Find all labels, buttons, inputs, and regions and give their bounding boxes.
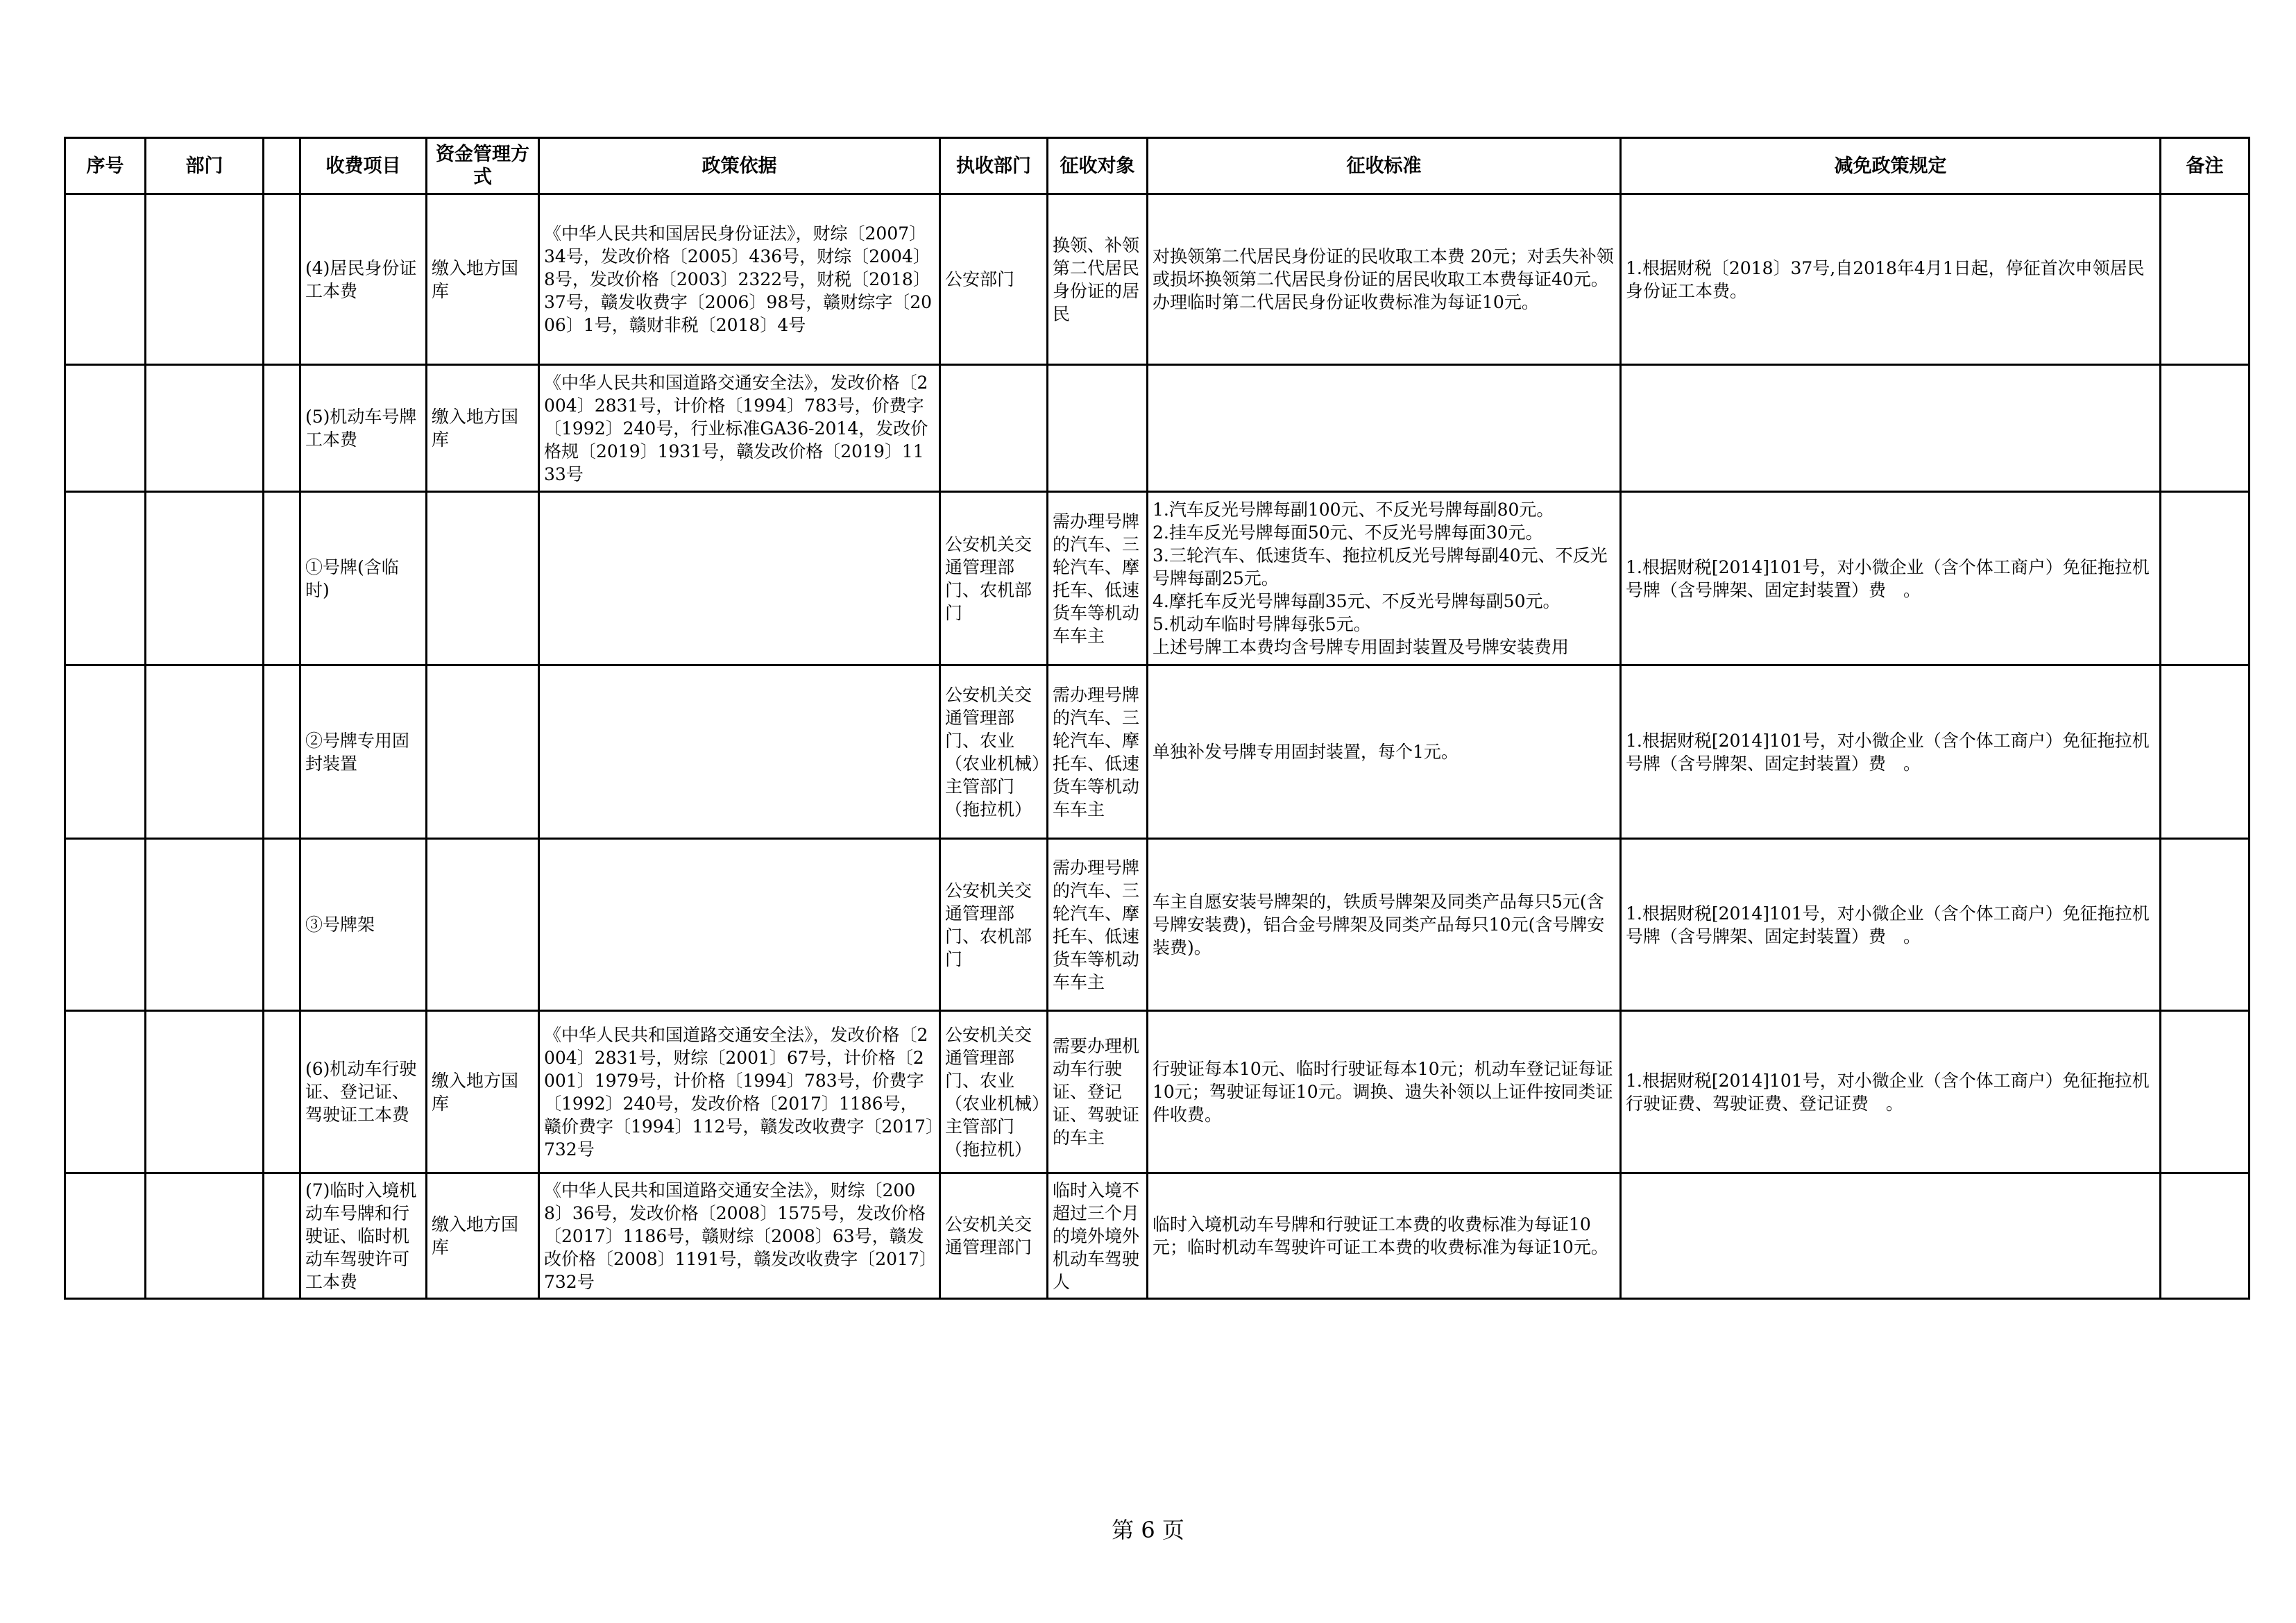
cell-dept: [146, 665, 264, 839]
cell-item: ①号牌(含临时): [300, 492, 427, 665]
cell-target: 需办理号牌的汽车、三轮汽车、摩托车、低速货车等机动车车主: [1048, 492, 1148, 665]
cell-item: (5)机动车号牌工本费: [300, 365, 427, 492]
cell-policy: 《中华人民共和国道路交通安全法》，财综〔2008〕36号，发改价格〔2008〕1575号，发改价格〔2017〕1186号，赣财综〔2008〕63号，赣发改价格〔2008〕1191号，赣发改收费字〔2017〕732号: [539, 1173, 940, 1299]
cell-dept: [146, 492, 264, 665]
cell-exempt: 1.根据财税[2014]101号，对小微企业（含个体工商户）免征拖拉机号牌（含号牌架、固定封装置）费 。: [1621, 839, 2161, 1011]
header-item: 收费项目: [300, 138, 427, 194]
cell-item: (4)居民身份证工本费: [300, 194, 427, 365]
cell-remark: [2161, 1173, 2250, 1299]
header-exempt: 减免政策规定: [1621, 138, 2161, 194]
cell-fund: [427, 839, 539, 1011]
cell-blank: [264, 665, 300, 839]
cell-exec: 公安机关交通管理部门、农机部门: [940, 492, 1048, 665]
cell-standard: 车主自愿安装号牌架的，铁质号牌架及同类产品每只5元(含号牌安装费)，铝合金号牌架及同类产品每只10元(含号牌安装费)。: [1148, 839, 1621, 1011]
table-row: [65, 1011, 2250, 1173]
cell-item: ③号牌架: [300, 839, 427, 1011]
cell-seq: [65, 194, 146, 365]
header-remark: 备注: [2161, 138, 2250, 194]
cell-standard: [1148, 365, 1621, 492]
cell-standard: 对换领第二代居民身份证的民收取工本费 20元；对丢失补领或损坏换领第二代居民身份证的居民收取工本费每证40元。办理临时第二代居民身份证收费标准为每证10元。: [1148, 194, 1621, 365]
cell-remark: [2161, 839, 2250, 1011]
cell-blank: [264, 492, 300, 665]
cell-fund: 缴入地方国库: [427, 365, 539, 492]
header-standard: 征收标准: [1148, 138, 1621, 194]
cell-dept: [146, 839, 264, 1011]
cell-fund: 缴入地方国库: [427, 194, 539, 365]
cell-policy: 《中华人民共和国道路交通安全法》，发改价格〔2004〕2831号，财综〔2001〕67号，计价格〔2001〕1979号，计价格〔1994〕783号，价费字〔1992〕240号，发改价格〔2017〕1186号，赣价费字〔1994〕112号，赣发改收费字〔2017〕732号: [539, 1011, 940, 1173]
cell-standard: 单独补发号牌专用固封装置，每个1元。: [1148, 665, 1621, 839]
table-row: [65, 492, 2250, 665]
table-row: [65, 194, 2250, 365]
cell-exempt: 1.根据财税[2014]101号，对小微企业（含个体工商户）免征拖拉机号牌（含号牌架、固定封装置）费 。: [1621, 665, 2161, 839]
cell-target: 临时入境不超过三个月的境外境外机动车驾驶人: [1048, 1173, 1148, 1299]
cell-remark: [2161, 194, 2250, 365]
cell-exec: 公安机关交通管理部门: [940, 1173, 1048, 1299]
cell-dept: [146, 1173, 264, 1299]
cell-target: 换领、补领第二代居民身份证的居民: [1048, 194, 1148, 365]
cell-seq: [65, 1011, 146, 1173]
cell-policy: [539, 665, 940, 839]
header-row: [65, 138, 2250, 194]
header-seq: 序号: [65, 138, 146, 194]
cell-seq: [65, 365, 146, 492]
cell-remark: [2161, 492, 2250, 665]
cell-blank: [264, 194, 300, 365]
cell-seq: [65, 492, 146, 665]
cell-exempt: 1.根据财税〔2018〕37号,自2018年4月1日起，停征首次申领居民身份证工本费。: [1621, 194, 2161, 365]
cell-seq: [65, 839, 146, 1011]
cell-exec: [940, 365, 1048, 492]
cell-policy: 《中华人民共和国道路交通安全法》，发改价格〔2004〕2831号，计价格〔1994〕783号，价费字〔1992〕240号，行业标准GA36-2014，发改价格规〔2019〕1931号，赣发改价格〔2019〕1133号: [539, 365, 940, 492]
cell-exec: 公安机关交通管理部门、农业（农业机械）主管部门（拖拉机）: [940, 665, 1048, 839]
fee-table: [64, 137, 2250, 1300]
header-fund: 资金管理方式: [427, 138, 539, 194]
cell-policy: [539, 492, 940, 665]
cell-target: [1048, 365, 1148, 492]
cell-target: 需要办理机动车行驶证、登记证、驾驶证的车主: [1048, 1011, 1148, 1173]
header-dept: 部门: [146, 138, 264, 194]
cell-dept: [146, 1011, 264, 1173]
header-policy: 政策依据: [539, 138, 940, 194]
cell-remark: [2161, 1011, 2250, 1173]
cell-exempt: 1.根据财税[2014]101号，对小微企业（含个体工商户）免征拖拉机行驶证费、驾驶证费、登记证费 。: [1621, 1011, 2161, 1173]
cell-fund: [427, 665, 539, 839]
cell-standard: 临时入境机动车号牌和行驶证工本费的收费标准为每证10元；临时机动车驾驶许可证工本费的收费标准为每证10元。: [1148, 1173, 1621, 1299]
cell-item: ②号牌专用固封装置: [300, 665, 427, 839]
cell-exempt: 1.根据财税[2014]101号，对小微企业（含个体工商户）免征拖拉机号牌（含号牌架、固定封装置）费 。: [1621, 492, 2161, 665]
table-row: [65, 1173, 2250, 1299]
cell-standard: 行驶证每本10元、临时行驶证每本10元；机动车登记证每证10元；驾驶证每证10元。调换、遗失补领以上证件按同类证件收费。: [1148, 1011, 1621, 1173]
cell-exempt: [1621, 1173, 2161, 1299]
cell-blank: [264, 1011, 300, 1173]
header-exec: 执收部门: [940, 138, 1048, 194]
cell-exec: 公安部门: [940, 194, 1048, 365]
cell-fund: 缴入地方国库: [427, 1173, 539, 1299]
cell-seq: [65, 665, 146, 839]
cell-exempt: [1621, 365, 2161, 492]
cell-item: (7)临时入境机动车号牌和行驶证、临时机动车驾驶许可工本费: [300, 1173, 427, 1299]
cell-standard: 1.汽车反光号牌每副100元、不反光号牌每副80元。 2.挂车反光号牌每面50元、不反光号牌每面30元。 3.三轮汽车、低速货车、拖拉机反光号牌每副40元、不反光号牌每副25元。 4.摩托车反光号牌每副35元、不反光号牌每副50元。 5.机动车临时号牌每张5元。 上述号牌工本费均含号牌专用固封装置及号牌安装费用: [1148, 492, 1621, 665]
cell-policy: [539, 839, 940, 1011]
cell-blank: [264, 839, 300, 1011]
cell-remark: [2161, 665, 2250, 839]
cell-fund: 缴入地方国库: [427, 1011, 539, 1173]
cell-exec: 公安机关交通管理部门、农机部门: [940, 839, 1048, 1011]
cell-dept: [146, 194, 264, 365]
cell-policy: 《中华人民共和国居民身份证法》，财综〔2007〕34号，发改价格〔2005〕436号，财综〔2004〕8号，发改价格〔2003〕2322号，财税〔2018〕37号，赣发收费字〔2006〕98号，赣财综字〔2006〕1号，赣财非税〔2018〕4号: [539, 194, 940, 365]
page-number: 第 6 页: [1112, 1517, 1184, 1543]
cell-dept: [146, 365, 264, 492]
header-blank: [264, 138, 300, 194]
cell-blank: [264, 1173, 300, 1299]
header-target: 征收对象: [1048, 138, 1148, 194]
cell-seq: [65, 1173, 146, 1299]
cell-exec: 公安机关交通管理部门、农业（农业机械）主管部门（拖拉机）: [940, 1011, 1048, 1173]
cell-blank: [264, 365, 300, 492]
cell-target: 需办理号牌的汽车、三轮汽车、摩托车、低速货车等机动车车主: [1048, 665, 1148, 839]
cell-item: (6)机动车行驶证、登记证、驾驶证工本费: [300, 1011, 427, 1173]
cell-fund: [427, 492, 539, 665]
cell-remark: [2161, 365, 2250, 492]
cell-target: 需办理号牌的汽车、三轮汽车、摩托车、低速货车等机动车车主: [1048, 839, 1148, 1011]
table-row: [65, 365, 2250, 492]
table-row: [65, 839, 2250, 1011]
table-row: [65, 665, 2250, 839]
